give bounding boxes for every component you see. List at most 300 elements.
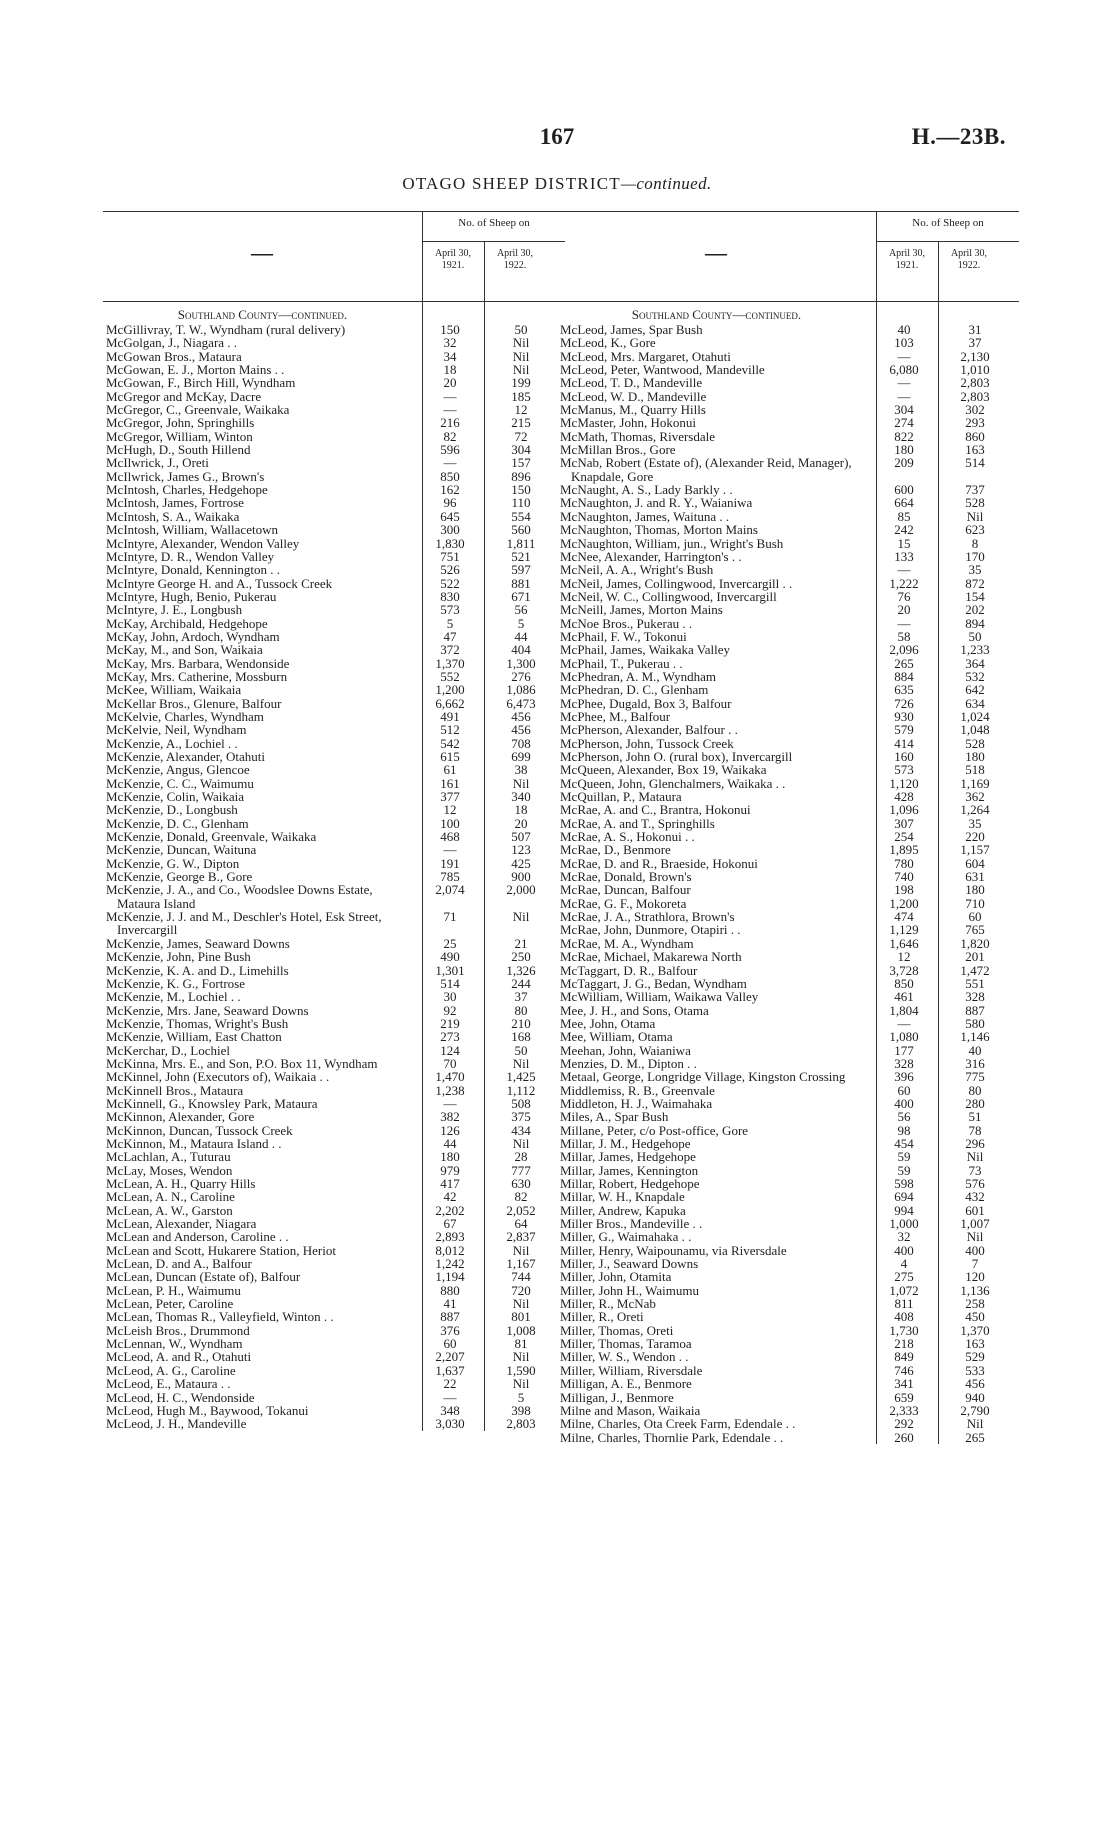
sheep-1921-value: 1,096 — [889, 802, 919, 818]
sheep-1921-value: 61 — [443, 762, 457, 778]
sheep-1921-value: 552 — [440, 668, 460, 684]
table-row — [103, 1044, 565, 1057]
sheep-1921-value: 260 — [894, 1429, 914, 1445]
sheep-1921-value: 811 — [894, 1296, 914, 1312]
sheep-1921-value: — — [897, 1015, 911, 1031]
table-row — [103, 643, 565, 656]
sheep-1921-value: 34 — [443, 348, 457, 364]
holder-name: McRae, Donald, Brown's — [560, 869, 692, 885]
sheep-1922-value: Nil — [512, 1296, 530, 1312]
table-row — [557, 670, 1019, 683]
sheep-1921-value: 428 — [894, 789, 914, 805]
holder-name: McKenzie, Angus, Glencoe — [106, 762, 250, 778]
table-row — [557, 350, 1019, 363]
sheep-1921-value: 514 — [440, 975, 460, 991]
sheep-1921-value: 254 — [894, 829, 914, 845]
sheep-1921-value: 2,074 — [435, 882, 465, 898]
table-row — [557, 1084, 1019, 1097]
sheep-1921-value: — — [443, 842, 457, 858]
sheep-1921-value: 71 — [443, 909, 457, 925]
sheep-1922-value: 73 — [968, 1162, 982, 1178]
sheep-1921-value: 76 — [897, 588, 911, 604]
sheep-1921-value: 615 — [440, 749, 460, 764]
holder-name: McGolgan, J., Niagara . . — [106, 335, 238, 351]
sheep-1921-value: 41 — [443, 1296, 457, 1312]
table-row — [557, 376, 1019, 389]
table-row — [557, 1431, 1019, 1444]
holder-name: McKenzie, K. A. and D., Limehills — [106, 962, 289, 978]
table-row — [103, 843, 565, 856]
table-row — [557, 1030, 1019, 1043]
holder-name: McKenzie, James, Seaward Downs — [106, 935, 290, 951]
sheep-1921-value: 1,804 — [889, 1002, 919, 1018]
holder-name: Mee, William, Otama — [560, 1029, 673, 1045]
table-row — [557, 1164, 1019, 1177]
holder-name: McKenzie, Duncan, Waituna — [106, 842, 257, 858]
district-continued: —continued. — [620, 174, 712, 193]
table-row — [103, 990, 565, 1003]
sheep-1922-value: Nil — [512, 775, 530, 791]
sheep-1921-value: — — [443, 1389, 457, 1405]
table-row — [103, 443, 565, 456]
sheep-1921-value: 100 — [440, 815, 460, 831]
holder-name: McLeod, W. D., Mandeville — [560, 388, 707, 404]
sheep-1921-value: 12 — [443, 802, 457, 818]
table-row — [103, 883, 565, 910]
holder-name: McPhail, F. W., Tokonui — [560, 628, 687, 644]
sheep-1922-value: 894 — [965, 615, 985, 631]
sheep-1921-value: 400 — [894, 1242, 914, 1258]
table-row — [557, 950, 1019, 963]
sheep-1922-value: 12 — [514, 402, 528, 418]
table-row — [557, 1350, 1019, 1363]
sheep-1921-value: 5 — [446, 615, 454, 631]
holder-name: Millar, W. H., Knapdale — [560, 1189, 685, 1205]
sheep-1922-value: 551 — [965, 975, 985, 991]
sheep-1921-value: 461 — [894, 989, 914, 1005]
holder-name: Miller, Andrew, Kapuka — [560, 1202, 686, 1218]
holder-name: McRae, D. and R., Braeside, Hokonui — [560, 855, 758, 871]
table-row — [557, 937, 1019, 950]
table-row — [103, 1204, 565, 1217]
sheep-1922-value: 2,130 — [960, 348, 990, 364]
sheep-1921-value: 1,129 — [889, 922, 919, 938]
holder-name: McIntyre George H. and A., Tussock Creek — [106, 575, 333, 591]
holder-name: Menzies, D. M., Dipton . . — [560, 1055, 697, 1071]
table-row — [557, 1190, 1019, 1203]
holder-name: Millar, James, Hedgehope — [560, 1149, 696, 1165]
holder-name: McKenzie, G. W., Dipton — [106, 855, 240, 871]
table-row — [557, 1137, 1019, 1150]
holder-name: McPherson, John, Tussock Creek — [560, 735, 734, 751]
sheep-1922-value: 6,473 — [506, 695, 536, 711]
sheep-1921-value: 830 — [440, 588, 460, 604]
holder-name: McPherson, Alexander, Balfour . . — [560, 722, 738, 738]
sheep-1922-value: Nil — [512, 1376, 530, 1392]
sheep-1921-value: 382 — [440, 1109, 460, 1125]
holder-name: McRae, A. and C., Brantra, Hokonui — [560, 802, 751, 818]
sheep-1922-value: 507 — [511, 829, 531, 845]
table-row — [103, 456, 565, 469]
sheep-1922-value: Nil — [966, 1229, 984, 1245]
sheep-1922-value: 554 — [511, 508, 531, 524]
sheep-1921-value: 400 — [894, 1095, 914, 1111]
sheep-1921-value: 219 — [440, 1015, 460, 1031]
holder-name: McHugh, D., South Hillend — [106, 442, 251, 458]
sheep-1921-value: 218 — [894, 1336, 914, 1352]
sheep-1921-value: 887 — [440, 1309, 460, 1325]
table-row — [103, 870, 565, 883]
holder-name: Miller, John, Otamita — [560, 1269, 672, 1285]
table-row — [103, 630, 565, 643]
sheep-1921-value: 1,194 — [435, 1269, 465, 1285]
name-column-dash: — — [251, 240, 273, 265]
sheep-1922-value: 38 — [514, 762, 528, 778]
sheep-1922-value: 244 — [511, 975, 531, 991]
sheep-1922-value: 2,000 — [506, 882, 536, 898]
table-row — [557, 843, 1019, 856]
sheep-1921-value: 162 — [440, 482, 460, 498]
sheep-1922-value: 1,086 — [506, 682, 536, 698]
sheep-1921-value: 1,242 — [435, 1256, 465, 1272]
sheep-1921-value: 40 — [897, 322, 911, 337]
sheep-1922-value: 21 — [514, 935, 528, 951]
holder-name: McQueen, Alexander, Box 19, Waikaka — [560, 762, 767, 778]
sheep-1922-value: 634 — [965, 695, 985, 711]
sheep-1922-value: 434 — [511, 1122, 531, 1138]
sheep-1922-value: 601 — [965, 1202, 985, 1218]
table-row — [103, 737, 565, 750]
table-row — [557, 1017, 1019, 1030]
table-row — [557, 643, 1019, 656]
holder-name: McIntyre, J. E., Longbush — [106, 602, 243, 618]
sheep-1922-value: 518 — [965, 762, 985, 778]
sheep-1921-value: 103 — [894, 335, 914, 351]
table-row — [103, 937, 565, 950]
sheep-1922-value: 364 — [965, 655, 985, 671]
table-row — [557, 577, 1019, 590]
sheep-1921-value: — — [897, 348, 911, 364]
sheep-1921-value: 216 — [440, 415, 460, 431]
sheep-1922-value: 860 — [965, 428, 985, 444]
holder-name: McLeod, A. and R., Otahuti — [106, 1349, 252, 1365]
sheep-1921-value: 880 — [440, 1282, 460, 1298]
holder-name: Millar, J. M., Hedgehope — [560, 1135, 691, 1151]
table-body — [103, 302, 565, 1431]
table-row — [557, 1150, 1019, 1163]
sheep-1921-value: 659 — [894, 1389, 914, 1405]
holder-name: McRae, J. A., Strathlora, Brown's — [560, 909, 735, 925]
sheep-1922-value: 220 — [965, 829, 985, 845]
sheep-1922-value: 1,264 — [960, 802, 990, 818]
holder-name: McLeod, Hugh M., Baywood, Tokanui — [106, 1402, 309, 1418]
sheep-1921-value: 664 — [894, 495, 914, 511]
sheep-1922-value: 185 — [511, 388, 531, 404]
table-row — [557, 870, 1019, 883]
sheep-1922-value: 81 — [514, 1336, 528, 1352]
sheep-1921-value: 292 — [894, 1416, 914, 1432]
table-row — [103, 550, 565, 563]
sheep-1921-value: 85 — [897, 508, 911, 524]
sheep-1921-value: 307 — [894, 815, 914, 831]
section-heading: Southland County—continued. — [631, 307, 802, 322]
table-row — [557, 750, 1019, 763]
table-header — [557, 211, 1019, 302]
sheep-1922-value: 744 — [511, 1269, 531, 1285]
column-header-1921: April 30, 1921. — [434, 248, 472, 271]
sheep-1921-value: 160 — [894, 749, 914, 764]
table-row — [103, 336, 565, 349]
table-row — [103, 910, 565, 937]
table-row — [103, 750, 565, 763]
sheep-1921-value: 726 — [894, 695, 914, 711]
sheep-1921-value: — — [897, 562, 911, 578]
sheep-1922-value: Nil — [512, 362, 530, 378]
holder-name: McKenzie, C. C., Waimumu — [106, 775, 254, 791]
table-row — [557, 1110, 1019, 1123]
holder-name: McNaught, A. S., Lady Barkly . . — [560, 482, 733, 498]
sheep-1921-value: 2,096 — [889, 642, 919, 658]
holder-name: McLeish Bros., Drummond — [106, 1322, 250, 1338]
holder-name: McKinnon, M., Mataura Island . . — [106, 1135, 282, 1151]
table-row — [103, 1137, 565, 1150]
sheep-1922-value: 1,007 — [960, 1216, 990, 1232]
sheep-1922-value: 528 — [965, 735, 985, 751]
table-row — [103, 577, 565, 590]
table-row — [557, 456, 1019, 483]
holder-name: McMath, Thomas, Riversdale — [560, 428, 716, 444]
sheep-1922-value: 940 — [965, 1389, 985, 1405]
sheep-1921-value: 1,238 — [435, 1082, 465, 1098]
sheep-1921-value: 59 — [897, 1162, 911, 1178]
sheep-1922-value: 765 — [965, 922, 985, 938]
sheep-1921-value: 6,662 — [435, 695, 465, 711]
sheep-1922-value: 604 — [965, 855, 985, 871]
holder-name: McLean and Anderson, Caroline . . — [106, 1229, 289, 1245]
sheep-1922-value: Nil — [512, 1135, 530, 1151]
table-row — [557, 857, 1019, 870]
holder-name: McMaster, John, Hokonui — [560, 415, 696, 431]
holder-name: McKenzie, William, East Chatton — [106, 1029, 282, 1045]
sheep-1922-value: 2,803 — [960, 388, 990, 404]
holder-name: McRae, G. F., Mokoreta — [560, 895, 687, 911]
holder-name: McIntosh, S. A., Waikaka — [106, 508, 240, 524]
sheep-1921-value: 377 — [440, 789, 460, 805]
table-row — [103, 964, 565, 977]
sheep-1921-value: 526 — [440, 562, 460, 578]
holder-name: Mee, J. H., and Sons, Otama — [560, 1002, 709, 1018]
holder-name: McKenzie, M., Lochiel . . — [106, 989, 241, 1005]
table-row — [557, 523, 1019, 536]
sheep-1921-value: 44 — [443, 1135, 457, 1151]
sheep-1921-value: 6,080 — [889, 362, 919, 378]
table-row — [557, 1217, 1019, 1230]
sheep-1921-value: 1,637 — [435, 1362, 465, 1378]
sheep-1922-value: 154 — [965, 588, 985, 604]
sheep-1922-value: 304 — [511, 442, 531, 458]
sheep-1921-value: 1,080 — [889, 1029, 919, 1045]
sheep-1921-value: 751 — [440, 548, 460, 564]
sheep-1921-value: 126 — [440, 1122, 460, 1138]
table-row — [103, 1150, 565, 1163]
sheep-1922-value: 631 — [965, 869, 985, 885]
sheep-1922-value: 1,300 — [506, 655, 536, 671]
sheep-1921-value: 180 — [440, 1149, 460, 1165]
table-row — [103, 790, 565, 803]
sheep-1921-value: 512 — [440, 722, 460, 738]
sheep-1921-value: 70 — [443, 1055, 457, 1071]
sheep-1922-value: 775 — [965, 1069, 985, 1085]
sheep-1921-value: — — [443, 455, 457, 471]
sheep-1922-value: 432 — [965, 1189, 985, 1205]
sheep-1921-value: 191 — [440, 855, 460, 871]
holder-name: McNab, Robert (Estate of), (Alexander Reid, Manager), Knapdale, Gore — [560, 455, 852, 484]
sheep-1922-value: 1,048 — [960, 722, 990, 738]
holder-name: McKenzie, Thomas, Wright's Bush — [106, 1015, 289, 1031]
sheep-1922-value: 120 — [965, 1269, 985, 1285]
sheep-1922-value: 597 — [511, 562, 531, 578]
sheep-1922-value: Nil — [966, 1416, 984, 1432]
sheep-1921-value: 1,370 — [435, 655, 465, 671]
holder-name: McKay, Mrs. Catherine, Mossburn — [106, 668, 288, 684]
sheep-1922-value: 1,008 — [506, 1322, 536, 1338]
table-row — [557, 1057, 1019, 1070]
column-header-1921: April 30, 1921. — [888, 248, 926, 271]
holder-name: McPherson, John O. (rural box), Invercargill — [560, 749, 793, 764]
sheep-1922-value: Nil — [512, 1349, 530, 1365]
table-row — [103, 1084, 565, 1097]
sheep-1922-value: 404 — [511, 642, 531, 658]
sheep-1921-value: 30 — [443, 989, 457, 1005]
table-row — [557, 990, 1019, 1003]
sheep-1922-value: 671 — [511, 588, 531, 604]
sheep-1922-value: 280 — [965, 1095, 985, 1111]
holder-name: McRae, A. and T., Springhills — [560, 815, 715, 831]
table-row — [103, 1337, 565, 1350]
holder-name: McRae, M. A., Wyndham — [560, 935, 694, 951]
holder-name: McIntosh, James, Fortrose — [106, 495, 244, 511]
sheep-1921-value: 417 — [440, 1176, 460, 1191]
table-row — [557, 1004, 1019, 1017]
holder-name: McLean, D. and A., Balfour — [106, 1256, 252, 1272]
sheep-1922-value: 302 — [965, 402, 985, 418]
holder-name: Miles, A., Spar Bush — [560, 1109, 669, 1125]
table-row — [103, 416, 565, 429]
table-row — [557, 443, 1019, 456]
holder-name: McLean, P. H., Waimumu — [106, 1282, 241, 1298]
sheep-1922-value: 150 — [511, 482, 531, 498]
holder-name: Miller, G., Waimahaka . . — [560, 1229, 692, 1245]
sheep-1922-value: 710 — [965, 895, 985, 911]
table-row — [557, 710, 1019, 723]
holder-name: Milne, Charles, Ota Creek Farm, Edendale . . — [560, 1416, 796, 1432]
holder-name: McLachlan, A., Tuturau — [106, 1149, 231, 1165]
table-row — [557, 1297, 1019, 1310]
sheep-1921-value: 59 — [897, 1149, 911, 1165]
holder-name: McKinnon, Duncan, Tussock Creek — [106, 1122, 293, 1138]
sheep-1921-value: 596 — [440, 442, 460, 458]
holder-name: McIntyre, Alexander, Wendon Valley — [106, 535, 300, 551]
sheep-1921-value: 414 — [894, 735, 914, 751]
table-row — [103, 817, 565, 830]
sheep-1922-value: 316 — [965, 1055, 985, 1071]
holder-name: McLeod, J. H., Mandeville — [106, 1416, 247, 1432]
sheep-1921-value: 994 — [894, 1202, 914, 1218]
holder-name: McKenzie, Alexander, Otahuti — [106, 749, 266, 764]
sheep-1921-value: — — [897, 615, 911, 631]
section-heading: Southland County—continued. — [177, 307, 348, 322]
sheep-1921-value: 1,646 — [889, 935, 919, 951]
sheep-1921-value: 32 — [443, 335, 457, 351]
table-row — [557, 590, 1019, 603]
holder-name: McKenzie, Donald, Greenvale, Waikaka — [106, 829, 317, 845]
holder-name: Milne, Charles, Thornlie Park, Edendale . . — [560, 1429, 784, 1445]
sheep-1922-value: 528 — [965, 495, 985, 511]
table-row — [557, 897, 1019, 910]
sheep-1922-value: 78 — [968, 1122, 982, 1138]
sheep-1921-value: 96 — [443, 495, 457, 511]
sheep-1922-value: 2,803 — [506, 1416, 536, 1432]
holder-name: McGowan, F., Birch Hill, Wyndham — [106, 375, 296, 391]
sheep-1922-value: 60 — [968, 909, 982, 925]
holder-name: McQuillan, P., Mataura — [560, 789, 682, 805]
district-heading — [0, 174, 1114, 194]
sheep-1922-value: 44 — [514, 628, 528, 644]
sheep-1921-value: 273 — [440, 1029, 460, 1045]
sheep-1921-value: 1,200 — [435, 682, 465, 698]
sheep-1921-value: 2,207 — [435, 1349, 465, 1365]
sheep-1921-value: 198 — [894, 882, 914, 898]
table-row — [103, 603, 565, 616]
holder-name: McKenzie, D. C., Glenham — [106, 815, 249, 831]
sheep-1921-value: 265 — [894, 655, 914, 671]
holder-name: McKelvie, Neil, Wyndham — [106, 722, 247, 738]
holder-name: McLean, A. N., Caroline — [106, 1189, 235, 1205]
sheep-1921-value: 740 — [894, 869, 914, 885]
table-row — [103, 496, 565, 509]
holder-name: McRae, D., Benmore — [560, 842, 671, 858]
table-row — [103, 1097, 565, 1110]
table-row — [103, 1030, 565, 1043]
holder-name: McKerchar, D., Lochiel — [106, 1042, 231, 1058]
sheep-1922-value: 50 — [968, 628, 982, 644]
sheep-1922-value: Nil — [966, 1149, 984, 1165]
table-row — [103, 1364, 565, 1377]
sheep-1922-value: 5 — [517, 1389, 525, 1405]
sheep-1921-value: 92 — [443, 1002, 457, 1018]
holder-name: McTaggart, D. R., Balfour — [560, 962, 698, 978]
table-row — [557, 737, 1019, 750]
sheep-1922-value: 296 — [965, 1135, 985, 1151]
holder-name: McLean, Peter, Caroline — [106, 1296, 234, 1312]
sheep-1922-value: 801 — [511, 1309, 531, 1325]
sheep-1922-value: 2,052 — [506, 1202, 536, 1218]
sheep-1921-value: 376 — [440, 1322, 460, 1338]
sheep-1922-value: 35 — [968, 562, 982, 578]
sheep-1921-value: 242 — [894, 522, 914, 538]
holder-name: McPhedran, D. C., Glenham — [560, 682, 709, 698]
sheep-1922-value: 514 — [965, 455, 985, 471]
sheep-1921-value: — — [897, 375, 911, 391]
sheep-1922-value: 82 — [514, 1189, 528, 1205]
holder-name: Miller, John H., Waimumu — [560, 1282, 700, 1298]
sheep-1922-value: 623 — [965, 522, 985, 538]
sheep-1922-value: 560 — [511, 522, 531, 538]
sheep-1922-value: 720 — [511, 1282, 531, 1298]
sheep-1922-value: 51 — [968, 1109, 982, 1125]
holder-name: McNeil, A. A., Wright's Bush — [560, 562, 714, 578]
holder-name: McNeil, W. C., Collingwood, Invercargill — [560, 588, 777, 604]
